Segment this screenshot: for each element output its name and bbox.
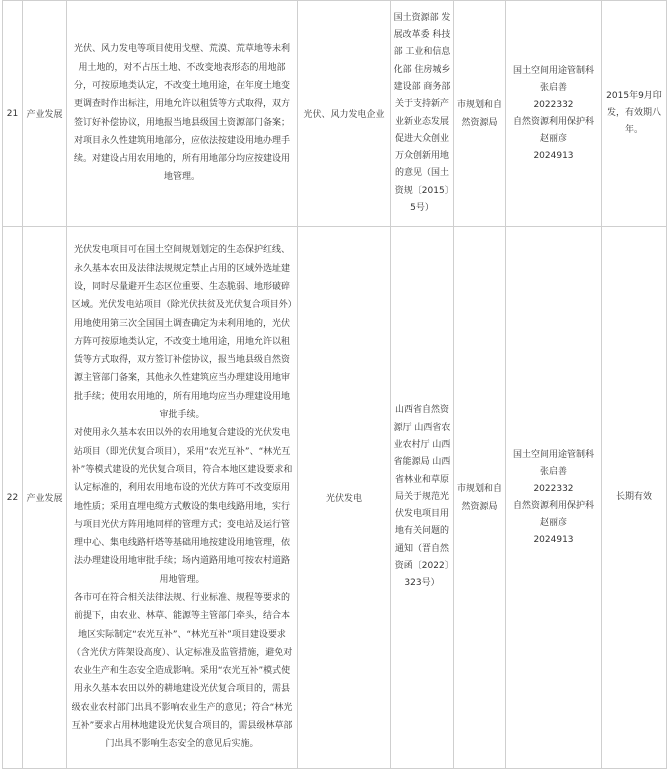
contact-office: 自然资源利用保护科 [512, 116, 594, 127]
responsible-department: 市规划和自然资源局 [454, 227, 506, 769]
policy-basis: 山西省自然资源厅 山西省农业农村厅 山西省能源局 山西省林业和草原局关于规范光伏发电项目用地有关问题的通知（晋自然资函〔2022〕323号） [391, 227, 454, 769]
contact-office: 国土空间用途管制科 [512, 449, 594, 460]
contact-phone: 2022332 [533, 483, 574, 494]
policy-content [67, 227, 298, 769]
policy-paragraph: 光伏、风力发电等项目使用戈壁、荒漠、荒草地等未利用土地的，对不占压土地、不改变地表形态的用地部分，可按原地类认定，不改变土地用途，在年度土地变更调查时作出标注，用地允许以租赁等方式取得，双方签订好补偿协议，用地报当地县级国土资源部门备案；对项目永久性建筑用地部分，应依法按建设用地办理手续。对建设占用农用地的，所有用地部分均应按建设用地管理。 [73, 44, 290, 183]
table-row-21 [3, 1, 667, 227]
contact-office: 自然资源利用保护科 [512, 500, 594, 511]
contact-office: 国土空间用途管制科 [512, 65, 594, 76]
target-object: 光伏发电 [298, 227, 391, 769]
contact-phone: 2022332 [533, 99, 574, 110]
contact-phone: 2024913 [533, 150, 574, 161]
policy-content [67, 1, 298, 227]
table-row-22 [3, 227, 667, 769]
contact-info [506, 1, 602, 227]
contact-person: 赵丽彦 [539, 517, 567, 528]
validity-period: 2015年9月印发，有效期八年。 [602, 1, 667, 227]
policy-paragraph: 对使用永久基本农田以外的农用地复合建设的光伏发电站项目（即光伏复合项目），采用“农光互补”、“林光互补”等模式建设的光伏复合项目，符合本地区建设要求和认定标准的，利用农用地布设的光伏方阵可不改变原用地性质；采用直埋电缆方式敷设的集电线路用地，实行与项目光伏方阵用地同样的管理方式；变电站及运行管理中心、集电线路杆塔等基础用地按建设用地管理，依法办理建设用地审批手续；场内道路用地可按农村道路用地管理。 [71, 428, 293, 585]
responsible-department: 市规划和自然资源局 [454, 1, 506, 227]
contact-phone: 2024913 [533, 534, 574, 545]
target-object: 光伏、风力发电企业 [298, 1, 391, 227]
policy-paragraph: 光伏发电项目可在国土空间规划划定的生态保护红线、永久基本农田及法律法规规定禁止占用的区域外选址建设，同时尽量避开生态区位重要、生态脆弱、地形破碎区域。光伏发电站项目（除光伏扶贫及光伏复合项目外）用地使用第三次全国国土调查确定为未利用地的，光伏方阵可按原地类认定，不改变土地用途，用地允许以租赁等方式取得，双方签订补偿协议，报当地县级自然资源主管部门备案，其他永久性建筑应当办理建设用地审批手续；使用农用地的，所有用地均应当办理建设用地审批手续。 [71, 245, 293, 421]
policy-category: 产业发展 [23, 227, 67, 769]
policy-table [2, 0, 667, 769]
contact-person: 张启善 [539, 466, 567, 477]
policy-basis: 国土资源部 发展改革委 科技部 工业和信息化部 住房城乡建设部 商务部关于支持新产业新业态发展促进大众创业万众创新用地的意见（国土资规〔2015〕5号） [391, 1, 454, 227]
row-number: 21 [3, 1, 23, 227]
validity-period: 长期有效 [602, 227, 667, 769]
contact-person: 赵丽彦 [539, 133, 567, 144]
row-number: 22 [3, 227, 23, 769]
contact-info [506, 227, 602, 769]
contact-person: 张启善 [539, 82, 567, 93]
policy-paragraph: 各市可在符合相关法律法规、行业标准、规程等要求的前提下，由农业、林草、能源等主管部门牵头，结合本地区实际制定“农光互补”、“林光互补”项目建设要求（含光伏方阵架设高度）、认定标准及监管措施，避免对农业生产和生态安全造成影响。采用“农光互补”模式使用永久基本农田以外的耕地建设光伏复合项目的，需县级农业农村部门出具不影响农业生产的意见；符合“林光互补”要求占用林地建设光伏复合项目的，需县级林草部门出具不影响生态安全的意见后实施。 [71, 592, 293, 750]
policy-category: 产业发展 [23, 1, 67, 227]
